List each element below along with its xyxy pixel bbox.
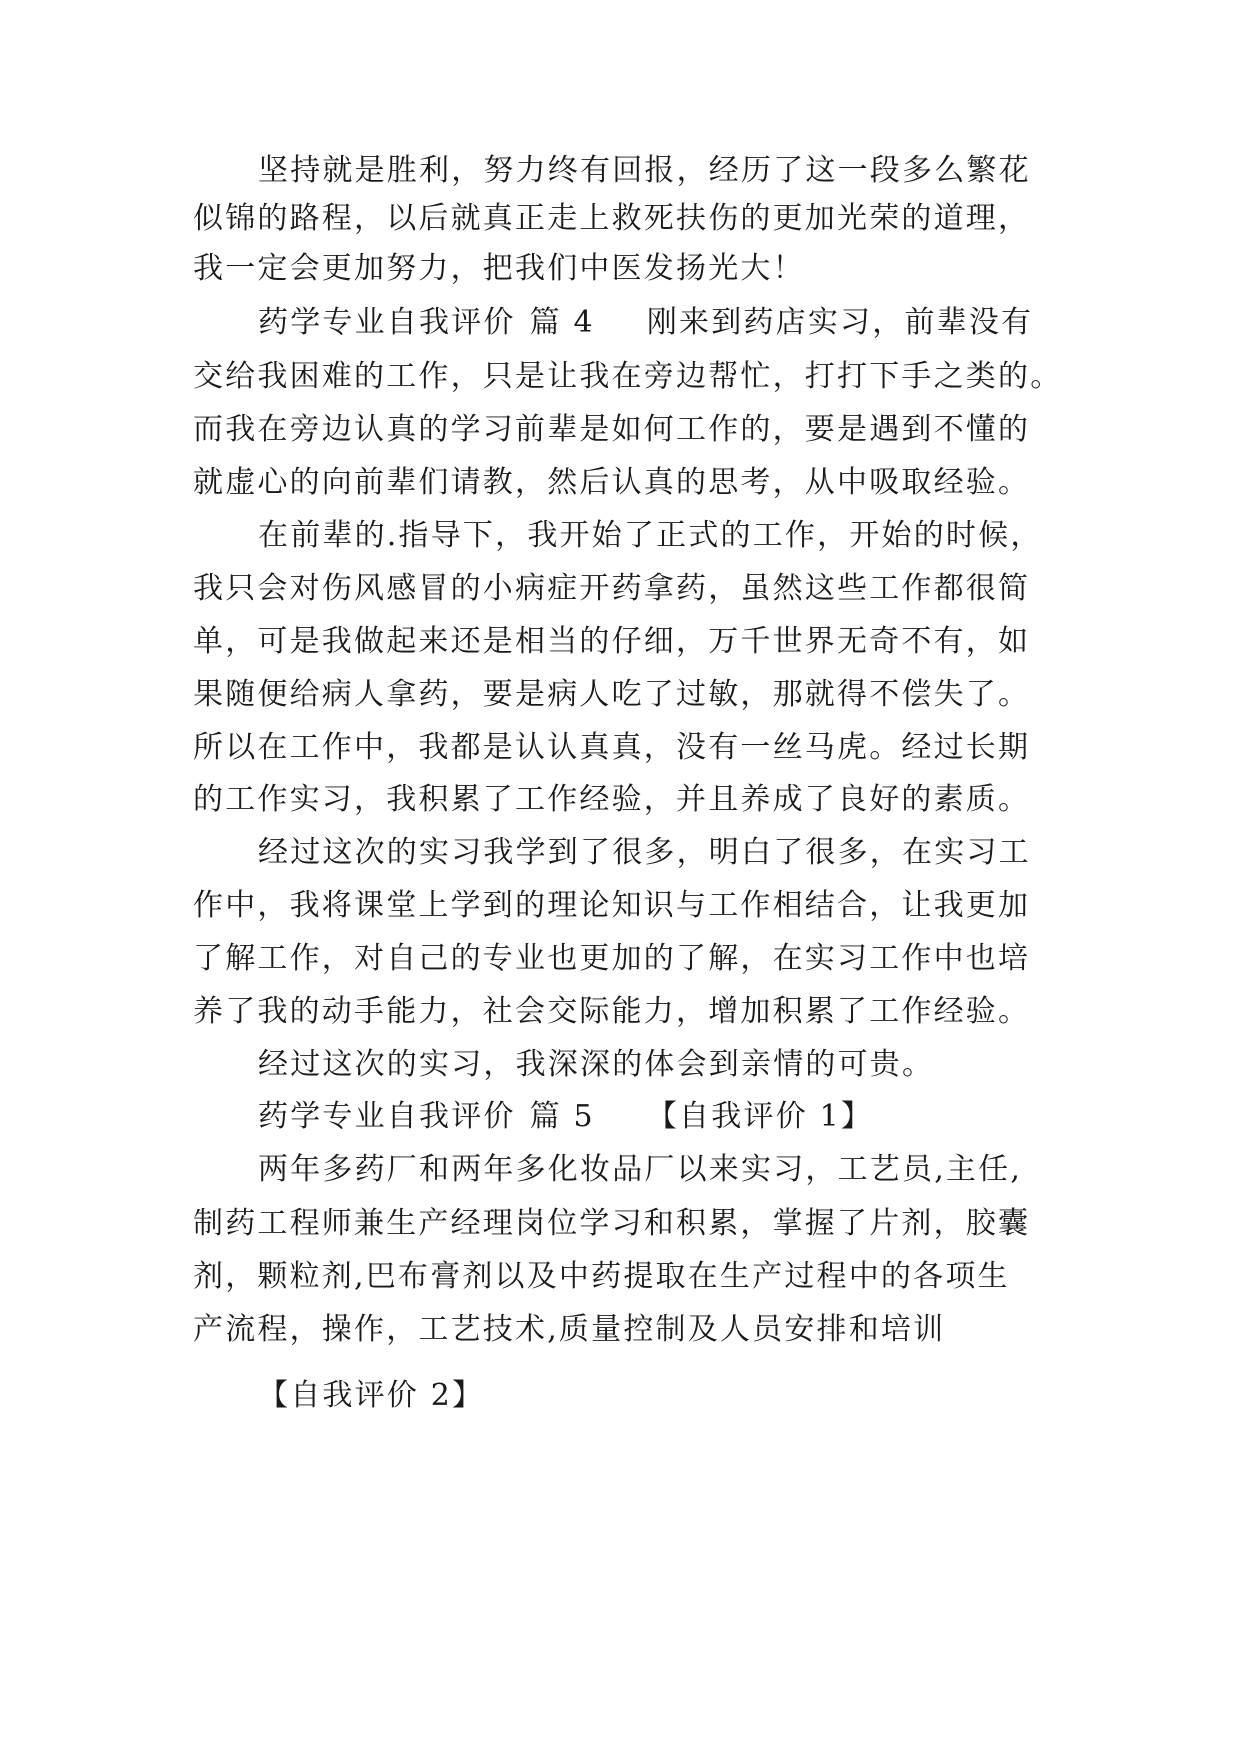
section-4-lead: 刚来到药店实习，前辈没有 bbox=[646, 305, 1034, 340]
paragraph-3-line-3: 单，可是我做起来还是相当的仔细，万千世界无奇不有，如 bbox=[193, 624, 1031, 659]
paragraph-6-line-4: 产流程，操作，工艺技术,质量控制及人员安排和培训 bbox=[193, 1312, 946, 1347]
section-5-heading-line bbox=[258, 1097, 1073, 1137]
paragraph-3-line-6: 的工作实习，我积累了工作经验，并且养成了良好的素质。 bbox=[193, 782, 1031, 817]
paragraph-3-line-2: 我只会对伤风感冒的小病症开药拿药，虽然这些工作都很简 bbox=[193, 571, 1031, 606]
paragraph-1-line-2: 似锦的路程，以后就真正走上救死扶伤的更加光荣的道理， bbox=[193, 201, 1031, 236]
paragraph-3-line-5: 所以在工作中，我都是认认真真，没有一丝马虎。经过长期 bbox=[193, 730, 1031, 765]
section-5-number: 篇 5 bbox=[529, 1099, 595, 1134]
section-4-heading: 药学专业自我评价 bbox=[258, 305, 516, 340]
paragraph-6-line-2: 制药工程师兼生产经理岗位学习和积累，掌握了片剂，胶囊 bbox=[193, 1206, 1031, 1241]
paragraph-5-line-1: 经过这次的实习，我深深的体会到亲情的可贵。 bbox=[258, 1047, 935, 1082]
paragraph-4-line-3: 了解工作，对自己的专业也更加的了解，在实习工作中也培 bbox=[193, 941, 1031, 976]
section-4-number: 篇 4 bbox=[529, 305, 595, 340]
section-5-heading: 药学专业自我评价 bbox=[258, 1099, 516, 1134]
paragraph-3-line-1: 在前辈的.指导下，我开始了正式的工作，开始的时候， bbox=[258, 518, 1043, 553]
paragraph-3-line-4: 果随便给病人拿药，要是病人吃了过敏，那就得不偿失了。 bbox=[193, 677, 1031, 712]
section-4-line-4: 就虚心的向前辈们请教，然后认真的思考，从中吸取经验。 bbox=[193, 465, 1031, 500]
paragraph-1-line-3: 我一定会更加努力，把我们中医发扬光大！ bbox=[193, 251, 805, 286]
section-4-line-2: 交给我困难的工作，只是让我在旁边帮忙，打打下手之类的。 bbox=[193, 359, 1063, 394]
paragraph-6-line-3: 剂，颗粒剂,巴布膏剂以及中药提取在生产过程中的各项生 bbox=[193, 1259, 1010, 1294]
paragraph-6-line-1: 两年多药厂和两年多化妆品厂以来实习，工艺员,主任, bbox=[258, 1152, 1023, 1187]
paragraph-4-line-1: 经过这次的实习我学到了很多，明白了很多，在实习工 bbox=[258, 835, 1031, 870]
paragraph-4-line-2: 作中，我将课堂上学到的理论知识与工作相结合，让我更加 bbox=[193, 888, 1031, 923]
section-4-heading-line bbox=[258, 303, 1073, 343]
paragraph-4-line-4: 养了我的动手能力，社会交际能力，增加积累了工作经验。 bbox=[193, 994, 1031, 1029]
section-4-line-3: 而我在旁边认真的学习前辈是如何工作的，要是遇到不懂的 bbox=[193, 412, 1031, 447]
paragraph-1-line-1: 坚持就是胜利，努力终有回报，经历了这一段多么繁花 bbox=[258, 153, 1031, 188]
paragraph-7-tag: 【自我评价 2】 bbox=[258, 1378, 485, 1413]
section-5-tag: 【自我评价 1】 bbox=[646, 1099, 874, 1134]
